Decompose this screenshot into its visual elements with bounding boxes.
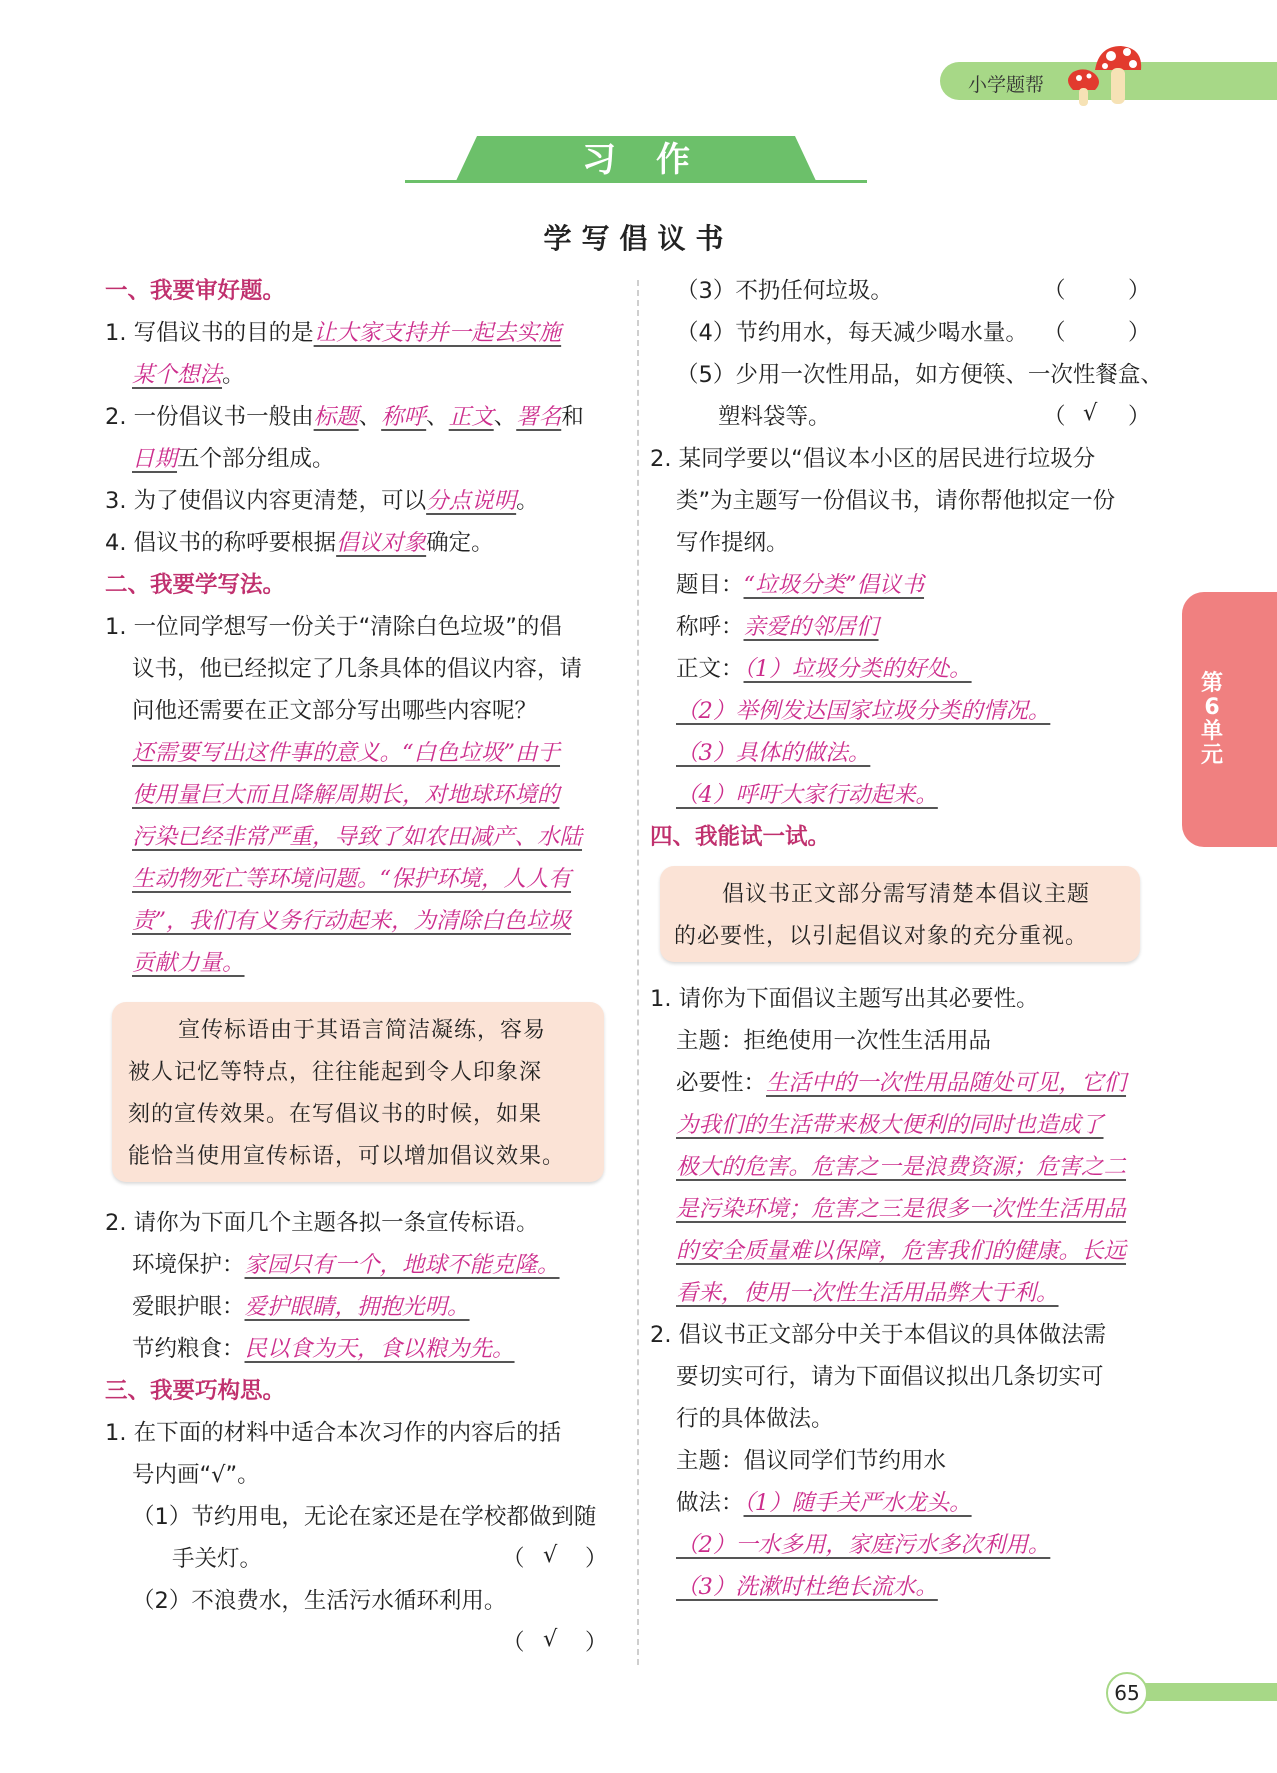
check-mark: √ [543, 1626, 558, 1652]
question-3-2-line: 2. 某同学要以“倡议本小区的居民进行垃圾分 [650, 446, 1096, 472]
question-4-1-theme: 主题：拒绝使用一次性生活用品 [676, 1028, 992, 1054]
question-2-1-line: 问他还需要在正文部分写出哪些内容呢？ [132, 698, 538, 724]
answer: 署名 [516, 404, 562, 430]
question-3-2-line: 类”为主题写一份倡议书，请你帮他拟定一份 [676, 488, 1116, 514]
answer: 倡议对象 [336, 530, 427, 556]
tip-line: 的必要性，以引起倡议对象的充分重视。 [674, 924, 1089, 949]
question-1-4: 4. 倡议书的称呼要根据倡议对象确定。 [105, 530, 494, 556]
question-1-2: 2. 一份倡议书一般由标题、称呼、正文、署名和 [105, 404, 584, 430]
check-mark: √ [543, 1542, 558, 1568]
answer-paren: ） [585, 1630, 608, 1656]
question-4-1: 1. 请你为下面倡议主题写出其必要性。 [650, 986, 1039, 1012]
answer: 正文 [448, 404, 494, 430]
section-1-heading: 一、我要审好题。 [105, 278, 286, 304]
tip-line: 倡议书正文部分需写清楚本倡议主题 [722, 882, 1091, 907]
question-2-1-line: 议书，他已经拟定了几条具体的倡议内容，请 [132, 656, 583, 682]
slogan-eyes: 爱眼护眼：爱护眼睛，拥抱光明。 [132, 1294, 470, 1320]
method-line: 做法：（1）随手关严水龙头。 [676, 1490, 972, 1516]
section-2-heading: 二、我要学写法。 [105, 572, 286, 598]
answer: 生活中的一次性用品随处可见，它们 [766, 1070, 1127, 1096]
slogan-environment: 环境保护：家园只有一个，地球不能克隆。 [132, 1252, 560, 1278]
necessity-line: 看来，使用一次性生活用品弊大于利。 [676, 1280, 1059, 1306]
answer: 民以食为天，食以粮为先。 [244, 1336, 515, 1362]
outline-title: 题目：“垃圾分类”倡议书 [676, 572, 925, 598]
answer: 标题 [313, 404, 359, 430]
answer: 某个想法 [132, 362, 223, 388]
question-1-1: 1. 写倡议书的目的是让大家支持并一起去实施 [105, 320, 562, 346]
mushroom-icon [1055, 40, 1145, 115]
column-divider [637, 280, 639, 1665]
answer-line: 责”，我们有义务行动起来，为清除白色垃圾 [132, 908, 572, 934]
question-2-1-line: 1. 一位同学想写一份关于“清除白色垃圾”的倡 [105, 614, 562, 640]
page-number: 65 [1106, 1672, 1148, 1714]
question-4-2-line: 要切实可行，请为下面倡议拟出几条切实可 [676, 1364, 1104, 1390]
outline-body-item: （3）具体的做法。 [676, 740, 871, 766]
question-1-1-cont: 某个想法。 [132, 362, 245, 388]
question-1-2-cont: 日期五个部分组成。 [132, 446, 335, 472]
page-subtitle: 学写倡议书 [543, 222, 734, 255]
outline-greeting: 称呼：亲爱的邻居们 [676, 614, 879, 640]
outline-body-item: （2）举例发达国家垃圾分类的情况。 [676, 698, 1051, 724]
answer-paren: （ [502, 1630, 525, 1656]
answer: （1）随手关严水龙头。 [743, 1490, 972, 1516]
answer: 称呼 [381, 404, 427, 430]
tip-line: 宣传标语由于其语言简洁凝练，容易 [178, 1018, 547, 1043]
answer-paren: ） [1128, 404, 1151, 430]
unit-label: 第6单元 [1200, 671, 1223, 768]
question-3-1-line: 1. 在下面的材料中适合本次习作的内容后的括 [105, 1420, 562, 1446]
question-3-2-line: 写作提纲。 [676, 530, 789, 556]
answer: 让大家支持并一起去实施 [313, 320, 562, 346]
necessity-line: 必要性：生活中的一次性用品随处可见，它们 [676, 1070, 1127, 1096]
answer-line: 污染已经非常严重，导致了如农田减产、水陆 [132, 824, 583, 850]
option-1: （1）节约用电，无论在家还是在学校都做到随 [132, 1504, 597, 1530]
question-3-1-line: 号内画“√”。 [132, 1462, 260, 1488]
answer-paren: ） [1128, 320, 1151, 346]
answer: 日期 [132, 446, 178, 472]
answer-line: 贡献力量。 [132, 950, 245, 976]
check-mark: √ [1083, 400, 1098, 426]
option-2: （2）不浪费水，生活污水循环利用。 [132, 1588, 507, 1614]
answer-line: 使用量巨大而且降解周期长，对地球环境的 [132, 782, 560, 808]
section-4-heading: 四、我能试一试。 [650, 824, 831, 850]
question-1-3: 3. 为了使倡议内容更清楚，可以分点说明。 [105, 488, 539, 514]
method-line: （3）洗漱时杜绝长流水。 [676, 1574, 938, 1600]
option-4: （4）节约用水，每天减少喝水量。 [676, 320, 1028, 346]
brand-label: 小学题帮 [968, 74, 1045, 96]
necessity-line: 为我们的生活带来极大便利的同时也造成了 [676, 1112, 1104, 1138]
option-1-cont: 手关灯。 [172, 1546, 263, 1572]
answer: “垃圾分类”倡议书 [743, 572, 925, 598]
answer-paren: （ [1043, 320, 1066, 346]
answer-paren: （ [502, 1546, 525, 1572]
option-3: （3）不扔任何垃圾。 [676, 278, 893, 304]
answer: （1）垃圾分类的好处。 [743, 656, 972, 682]
answer-line: 还需要写出这件事的意义。“白色垃圾”由于 [132, 740, 561, 766]
tip-line: 刻的宣传效果。在写倡议书的时候，如果 [128, 1102, 543, 1127]
option-5-cont: 塑料袋等。 [718, 404, 831, 430]
answer-paren: （ [1043, 278, 1066, 304]
answer: 家园只有一个，地球不能克隆。 [244, 1252, 560, 1278]
question-4-2-line: 2. 倡议书正文部分中关于本倡议的具体做法需 [650, 1322, 1107, 1348]
question-4-2-line: 行的具体做法。 [676, 1406, 834, 1432]
outline-body: 正文：（1）垃圾分类的好处。 [676, 656, 972, 682]
option-5: （5）少用一次性用品，如方便筷、一次性餐盒、 [676, 362, 1163, 388]
page-number-bar [1130, 1683, 1277, 1701]
method-line: （2）一水多用，家庭污水多次利用。 [676, 1532, 1051, 1558]
section-title: 习作 [582, 140, 730, 180]
section-3-heading: 三、我要巧构思。 [105, 1378, 286, 1404]
outline-body-item: （4）呼吁大家行动起来。 [676, 782, 938, 808]
tip-line: 被人记忆等特点，往往能起到令人印象深 [128, 1060, 543, 1085]
necessity-line: 是污染环境；危害之三是很多一次性生活用品 [676, 1196, 1127, 1222]
slogan-food: 节约粮食：民以食为天，食以粮为先。 [132, 1336, 515, 1362]
answer-paren: （ [1043, 404, 1066, 430]
answer-paren: ） [1128, 278, 1151, 304]
answer: 分点说明 [426, 488, 517, 514]
necessity-line: 极大的危害。危害之一是浪费资源；危害之二 [676, 1154, 1127, 1180]
question-4-2-theme: 主题：倡议同学们节约用水 [676, 1448, 947, 1474]
question-2-2: 2. 请你为下面几个主题各拟一条宣传标语。 [105, 1210, 539, 1236]
answer: 亲爱的邻居们 [743, 614, 879, 640]
answer-line: 生动物死亡等环境问题。“保护环境，人人有 [132, 866, 572, 892]
necessity-line: 的安全质量难以保障，危害我们的健康。长远 [676, 1238, 1127, 1264]
answer-paren: ） [585, 1546, 608, 1572]
answer: 爱护眼睛，拥抱光明。 [244, 1294, 470, 1320]
tip-line: 能恰当使用宣传标语，可以增加倡议效果。 [128, 1144, 566, 1169]
